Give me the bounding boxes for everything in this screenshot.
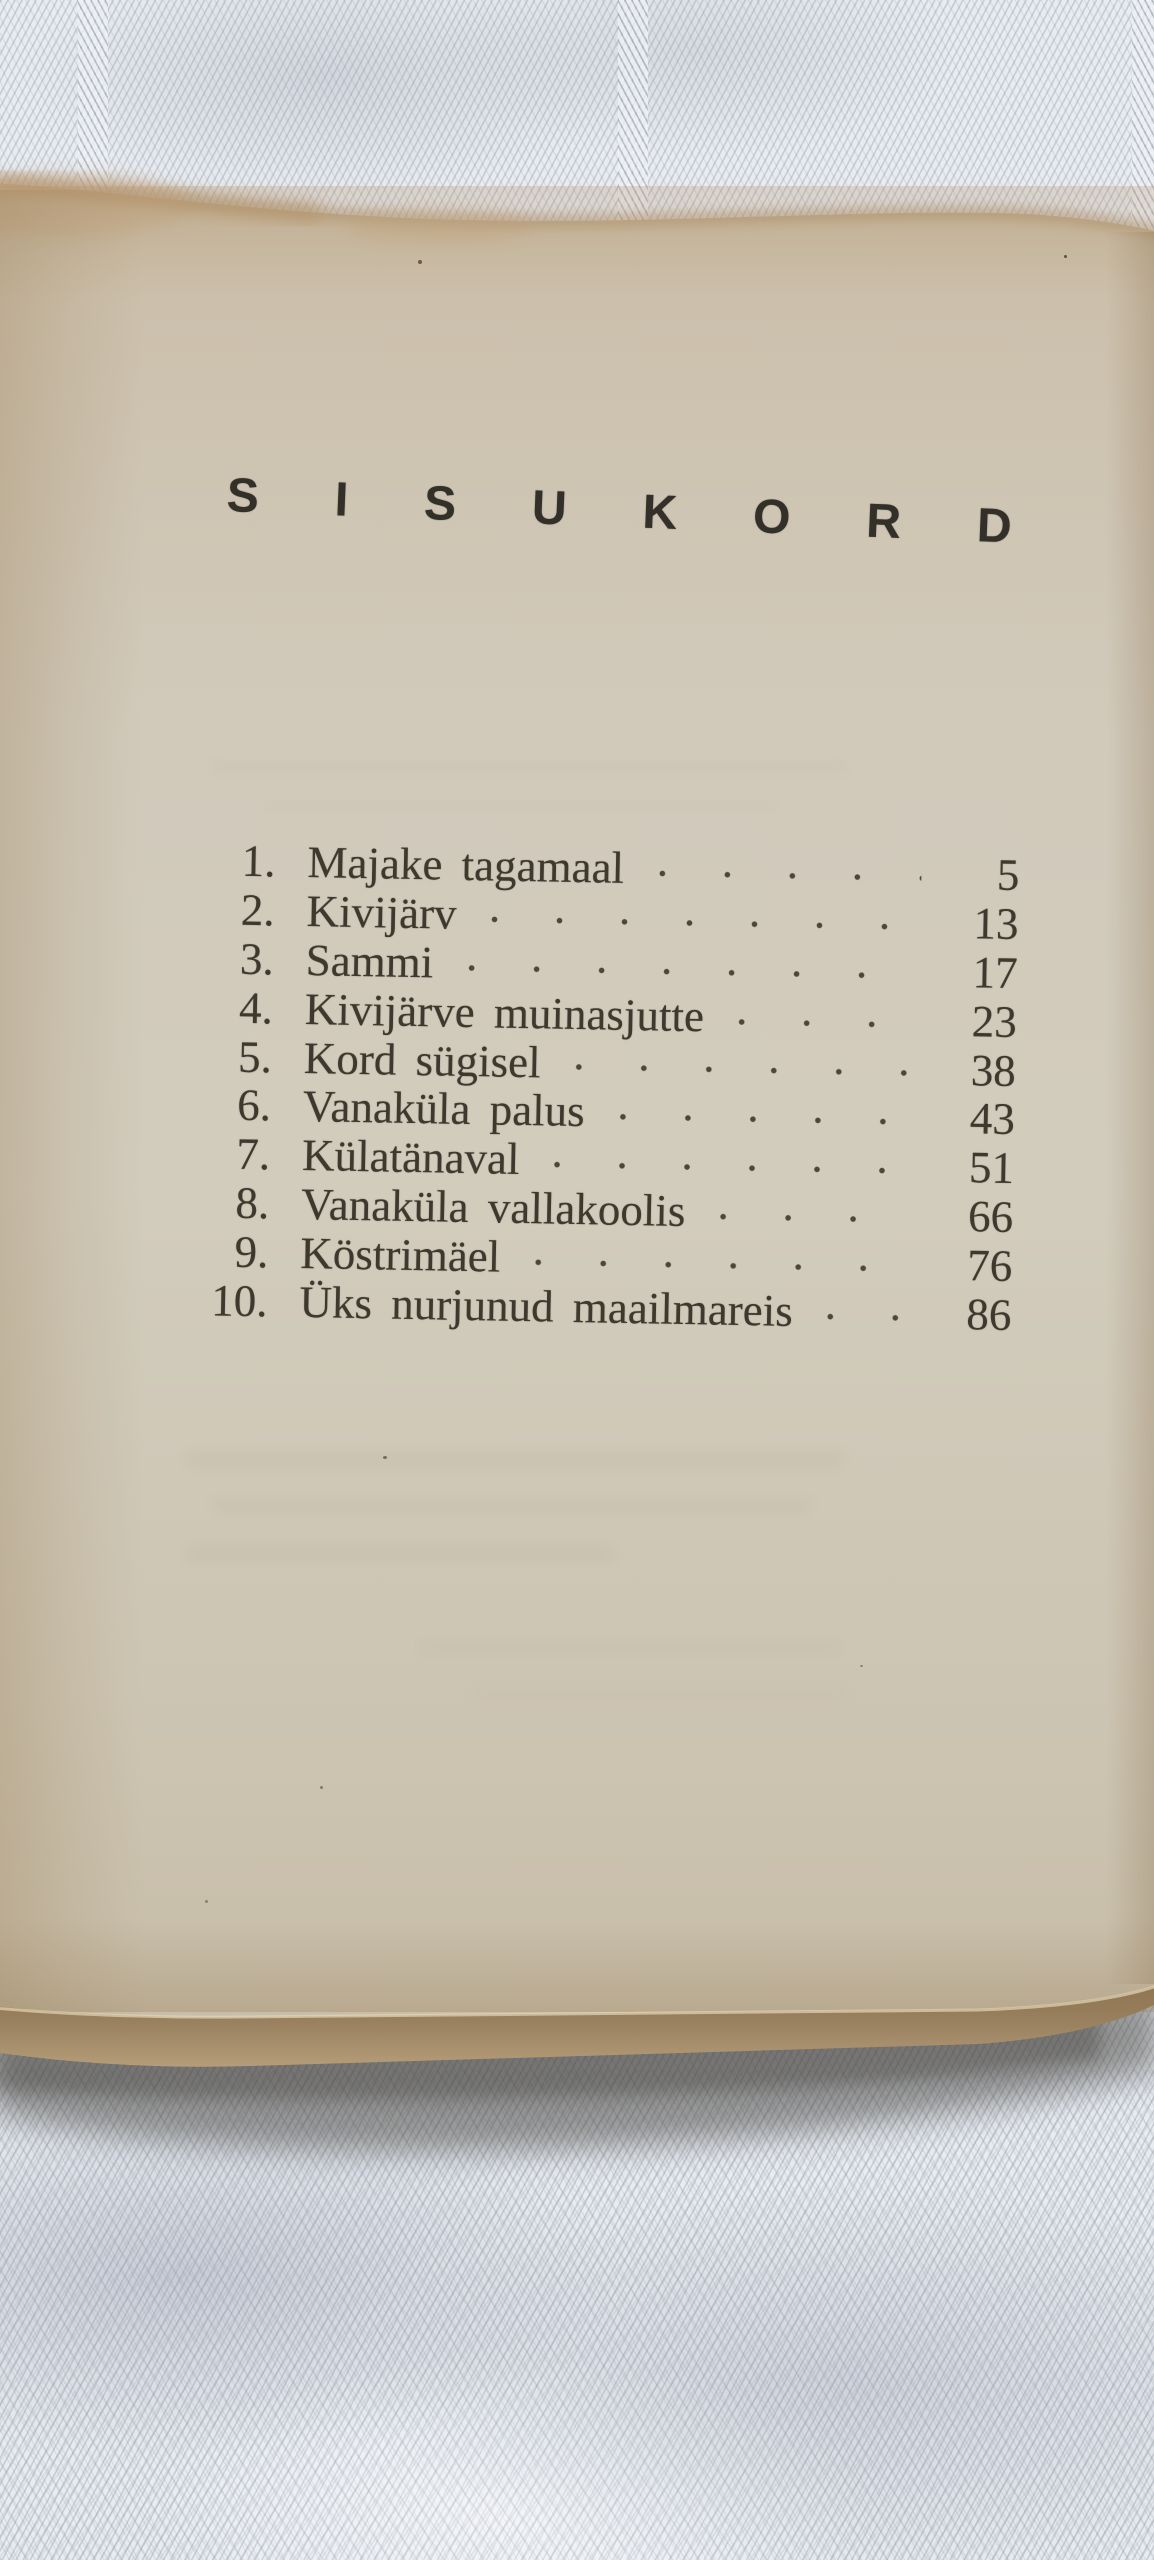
paper-speck: [860, 1665, 863, 1667]
toc-entry-title: Vanaküla vallakoolis: [300, 1179, 686, 1237]
toc-entry-number: 9.: [234, 1226, 269, 1278]
toc-entry-page: 51: [968, 1142, 1015, 1194]
showthrough-smudge: [470, 1688, 850, 1701]
toc-entry-page: 5: [996, 849, 1020, 901]
toc-entry-title: Vanaküla palus: [302, 1081, 586, 1137]
toc-entry-title: Külatänaval: [301, 1130, 520, 1185]
showthrough-smudge: [420, 1640, 840, 1654]
paper-speck: [418, 260, 422, 264]
table-of-contents: [189, 836, 1020, 1340]
toc-entry-number: 7.: [235, 1129, 271, 1180]
showthrough-smudge: [210, 760, 850, 774]
paper-speck: [383, 1456, 387, 1459]
dot-leader: [534, 1257, 914, 1274]
dot-leader: [618, 1112, 916, 1127]
toc-entry-number: 3.: [239, 933, 275, 985]
toc-entry-title: Üks nurjunud maailmareis: [299, 1276, 794, 1336]
toc-entry-page: 17: [972, 947, 1019, 998]
toc-entry-number: 4.: [238, 982, 274, 1034]
toc-entry-page: 43: [969, 1093, 1016, 1145]
dot-leader: [467, 963, 920, 981]
dot-leader: [490, 914, 920, 932]
toc-entry-title: Majake tagamaal: [307, 837, 625, 893]
showthrough-smudge: [185, 1452, 845, 1468]
paper-speck: [205, 1900, 208, 1903]
toc-entry-title: Kord sügisel: [303, 1032, 542, 1087]
showthrough-smudge: [260, 800, 780, 812]
paper-speck: [1064, 255, 1067, 258]
toc-entry-page: 66: [967, 1191, 1014, 1243]
page-title: SISUKORD: [225, 468, 1089, 557]
toc-entry-number: 6.: [236, 1080, 272, 1131]
toc-entry-page: 86: [965, 1289, 1012, 1340]
dot-leader: [738, 1016, 919, 1029]
showthrough-smudge: [185, 1545, 615, 1563]
toc-entry-title: Sammi: [305, 934, 434, 988]
dot-leader: [658, 868, 922, 883]
toc-entry-page: 38: [970, 1044, 1017, 1096]
paper-speck: [320, 1786, 323, 1789]
toc-entry-page: 13: [973, 898, 1019, 949]
toc-entry-title: Köstrimäel: [299, 1228, 501, 1282]
dot-leader: [827, 1312, 914, 1324]
toc-entry-page: 23: [971, 995, 1018, 1047]
toc-entry-title: Kivijärv: [306, 885, 458, 939]
toc-entry-number: 2.: [240, 884, 276, 936]
toc-entry-number: 10.: [210, 1275, 268, 1327]
dot-leader: [574, 1062, 917, 1078]
toc-entry-title: Kivijärve muinasjutte: [304, 983, 705, 1041]
toc-entry-page: 76: [966, 1240, 1013, 1292]
toc-entry-number: 5.: [237, 1031, 273, 1082]
toc-entry-number: 8.: [235, 1177, 270, 1229]
dot-leader: [553, 1160, 916, 1177]
showthrough-smudge: [212, 1498, 812, 1513]
toc-entry-number: 1.: [241, 835, 277, 887]
dot-leader: [719, 1212, 915, 1226]
